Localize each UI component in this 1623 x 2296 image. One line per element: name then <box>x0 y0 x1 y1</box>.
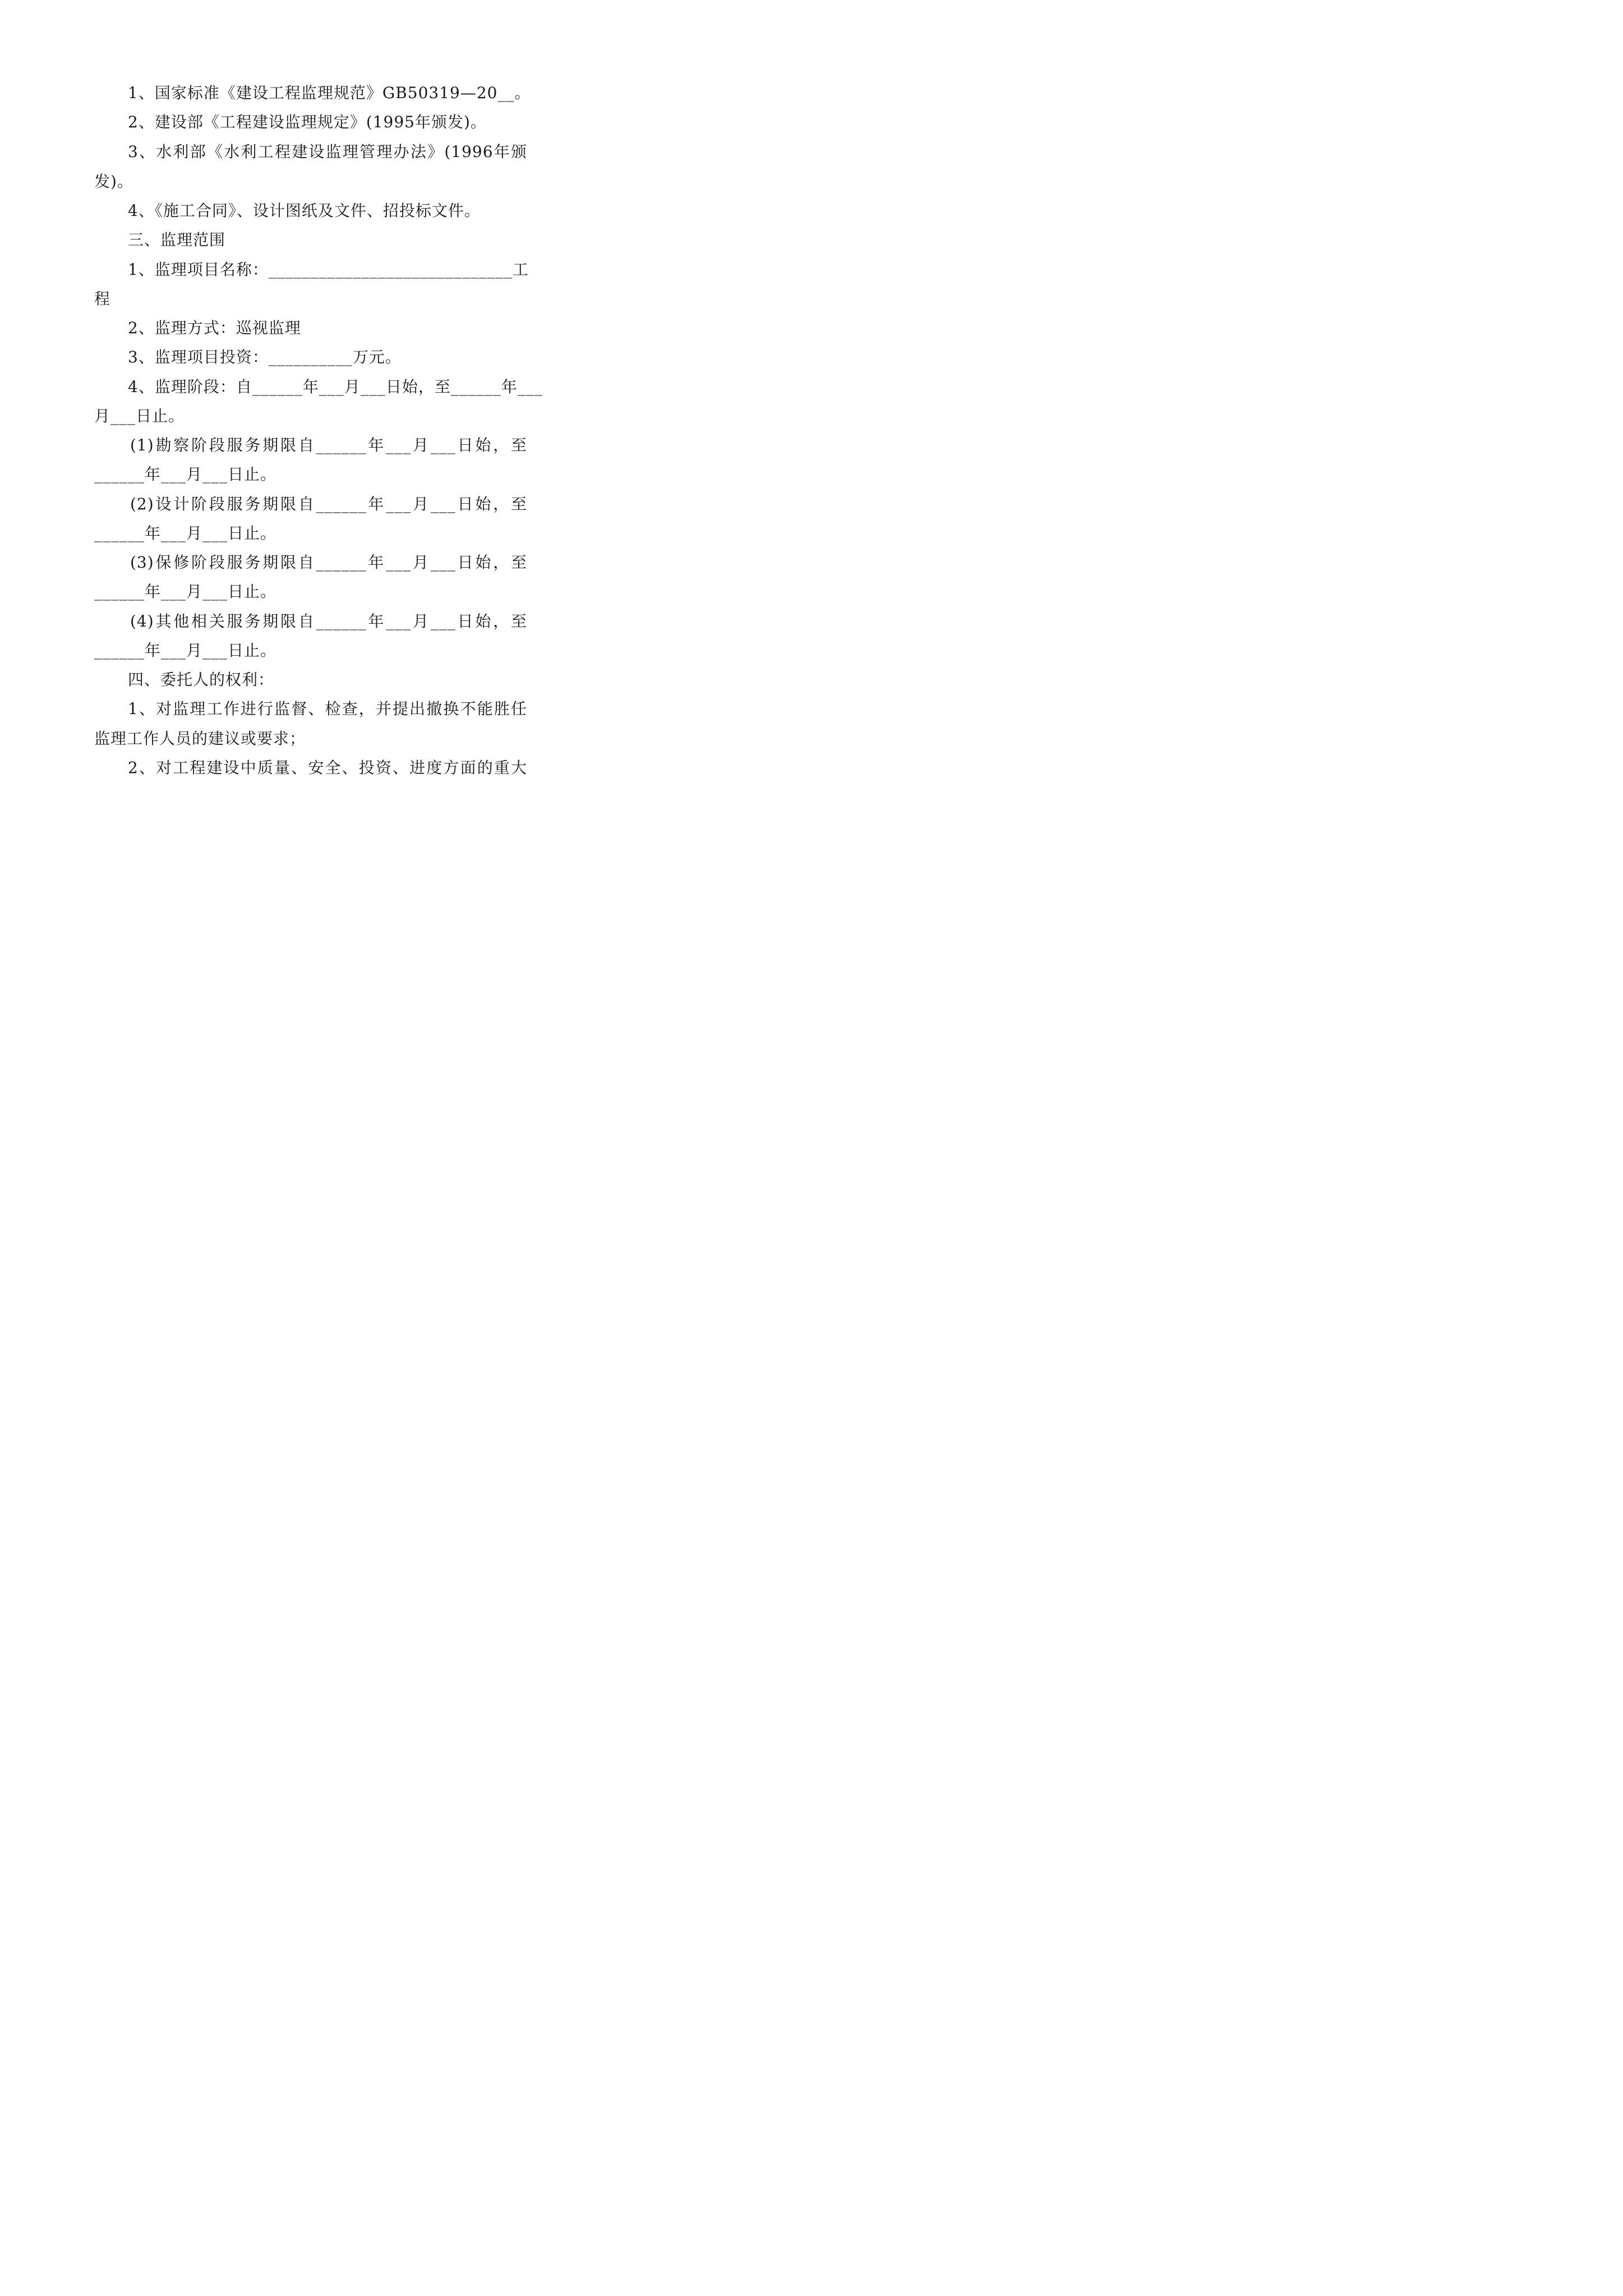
text-line: 1、监理项目名称：_____________________________工 <box>128 260 529 279</box>
text-line: (4)其他相关服务期限自______年___月___日始，至 <box>130 612 527 631</box>
text-line: 监理工作人员的建议或要求； <box>94 729 306 748</box>
text-line: ______年___月___日止。 <box>94 465 277 484</box>
section-heading: 三、监理范围 <box>128 231 226 249</box>
text-line: 2、建设部《工程建设监理规定》(1995年颁发)。 <box>128 113 487 131</box>
text-line: 4、《施工合同》、设计图纸及文件、招投标文件。 <box>128 201 481 220</box>
text-line: 月___日止。 <box>94 407 185 425</box>
text-line: (2)设计阶段服务期限自______年___月___日始，至 <box>130 495 527 513</box>
text-line: 1、对监理工作进行监督、检查，并提出撤换不能胜任 <box>128 700 527 718</box>
text-line: 2、对工程建设中质量、安全、投资、进度方面的重大 <box>128 758 527 777</box>
text-line: (1)勘察阶段服务期限自______年___月___日始，至 <box>130 436 527 454</box>
text-line: ______年___月___日止。 <box>94 641 277 660</box>
text-line: 程 <box>94 289 111 308</box>
text-line: 2、监理方式：巡视监理 <box>128 319 301 337</box>
text-line: 1、国家标准《建设工程监理规范》GB50319—20__。 <box>128 84 531 102</box>
text-line: 3、水利部《水利工程建设监理管理办法》(1996年颁 <box>128 142 527 161</box>
text-line: ______年___月___日止。 <box>94 582 277 601</box>
text-line: 3、监理项目投资：__________万元。 <box>128 348 402 366</box>
text-line: 4、监理阶段：自______年___月___日始，至______年___ <box>128 378 543 396</box>
section-heading: 四、委托人的权利： <box>128 670 275 689</box>
text-line: 发)。 <box>94 172 133 191</box>
text-line: (3)保修阶段服务期限自______年___月___日始，至 <box>130 553 527 572</box>
document-page <box>0 0 617 873</box>
text-line: ______年___月___日止。 <box>94 524 277 542</box>
